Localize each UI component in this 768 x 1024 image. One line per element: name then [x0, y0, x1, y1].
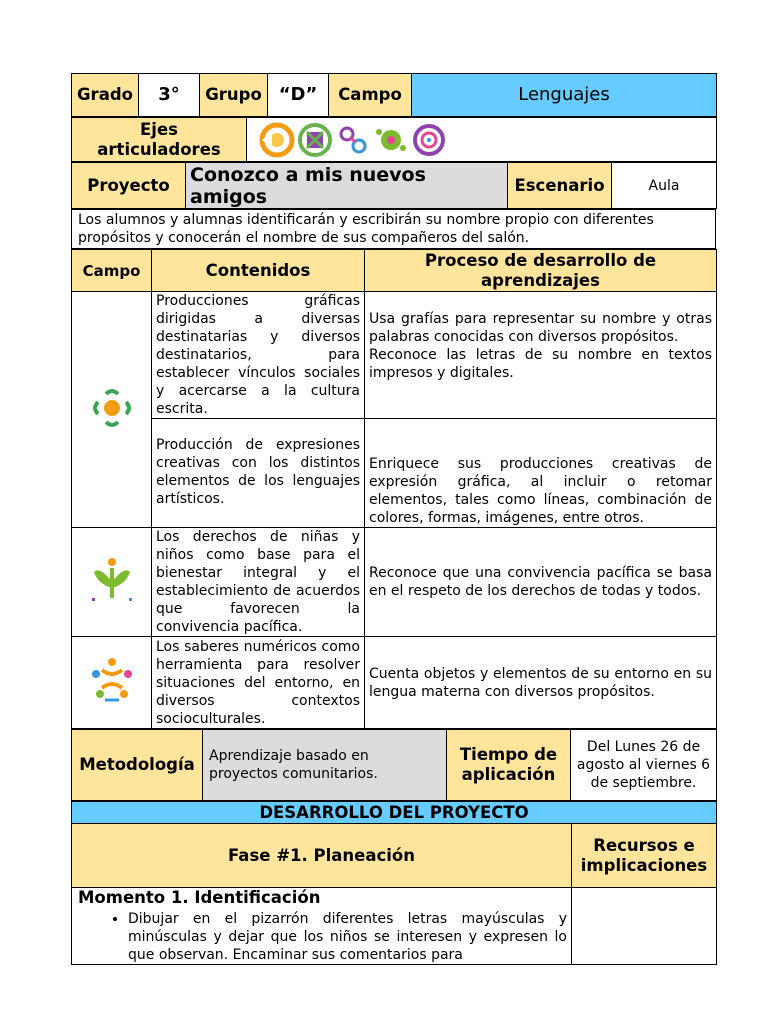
escenario-value: Aula: [612, 163, 717, 209]
ejes-icons: [247, 118, 717, 162]
contenido-cell: Los derechos de niñas y niños como base para el bienestar integral y el establecimiento de acuerdos que favorecen la convivencia pacífica.: [152, 528, 365, 637]
proyecto-table: [71, 162, 717, 209]
fase-title: Fase #1. Planeación: [72, 824, 572, 888]
saberes-pensamiento-icon: [87, 656, 137, 706]
contenidos-column-header: Contenidos: [152, 250, 365, 292]
metodologia-table: [71, 729, 717, 801]
proceso-cell: Cuenta objetos y elementos de su entorno en su lengua materna con diversos propósitos.: [365, 637, 717, 729]
tiempo-label: Tiempo de aplicación: [447, 730, 571, 801]
lenguajes-icon: [88, 384, 136, 432]
tiempo-value: Del Lunes 26 de agosto al viernes 6 de septiembre.: [571, 730, 717, 801]
table-row: [72, 528, 717, 637]
contenido-cell: Los saberes numéricos como herramienta para resolver situaciones del entorno, en diversos contextos socioculturales.: [152, 637, 365, 729]
grupo-label: Grupo: [200, 74, 268, 117]
proceso-cell: Enriquece sus producciones creativas de expresión gráfica, al incluir o retomar elementos, tales como líneas, combinación de colores, formas, imágenes, entre otros.: [365, 419, 717, 528]
etica-naturaleza-icon: [88, 554, 136, 606]
contenidos-table: [71, 249, 717, 729]
lenguajes-icon-cell: [72, 292, 152, 528]
project-description: Los alumnos y alumnas identificarán y escribirán su nombre propio con diferentes propósitos y conocerán el nombre de sus compañeros del salón.: [72, 210, 716, 249]
eje-gender-symbols-icon: [335, 122, 371, 158]
campo-value: Lenguajes: [412, 74, 717, 117]
ejes-label: Ejes articuladores: [72, 118, 247, 162]
eje-purple-ring-icon: [411, 122, 447, 158]
recursos-header: Recursos e implicaciones: [572, 824, 717, 888]
campo-label: Campo: [329, 74, 412, 117]
proyecto-label: Proyecto: [72, 163, 186, 209]
desarrollo-table: [71, 801, 717, 965]
desarrollo-title: DESARROLLO DEL PROYECTO: [72, 802, 717, 824]
descripcion-table: [71, 209, 716, 249]
header-table: [71, 73, 717, 117]
momento-list: [78, 910, 567, 964]
proceso-column-header: Proceso de desarrollo de aprendizajes: [365, 250, 717, 292]
saberes-icon-cell: [72, 637, 152, 729]
escenario-label: Escenario: [508, 163, 612, 209]
proyecto-name: Conozco a mis nuevos amigos: [186, 163, 508, 209]
grado-value: 3°: [139, 74, 200, 117]
list-item: • Dibujar en el pizarrón diferentes letras mayúsculas y minúsculas y dejar que los niños se interesen y expresen lo que observan. Encaminar sus comentarios para: [128, 910, 567, 964]
ejes-table: [71, 117, 717, 162]
table-row: [72, 292, 717, 419]
momento-cell: [72, 888, 572, 965]
eje-crossed-square-icon: [297, 122, 333, 158]
recursos-cell: [572, 888, 717, 965]
planeacion-document: [71, 73, 716, 965]
contenido-cell: Producción de expresiones creativas con los distintos elementos de los lenguajes artísticos.: [152, 419, 365, 528]
table-row: [72, 419, 717, 528]
campo-column-header: Campo: [72, 250, 152, 292]
eje-circle-icon: [259, 122, 295, 158]
grupo-value: “D”: [268, 74, 329, 117]
grado-label: Grado: [72, 74, 139, 117]
metodologia-label: Metodología: [72, 730, 203, 801]
metodologia-value: Aprendizaje basado en proyectos comunitarios.: [203, 730, 447, 801]
proceso-cell: Usa grafías para representar su nombre y otras palabras conocidas con diversos propósitos. Reconoce las letras de su nombre en textos impresos y digitales.: [365, 292, 717, 419]
etica-icon-cell: [72, 528, 152, 637]
table-row: [72, 637, 717, 729]
contenido-cell: Producciones gráficas dirigidas a diversas destinatarias y diversos destinatarios, para establecer vínculos sociales y acercarse a la cultura escrita.: [152, 292, 365, 419]
eje-green-splash-icon: [373, 122, 409, 158]
momento-title: Momento 1. Identificación: [78, 888, 321, 907]
proceso-cell: Reconoce que una convivencia pacífica se basa en el respeto de los derechos de todas y todos.: [365, 528, 717, 637]
